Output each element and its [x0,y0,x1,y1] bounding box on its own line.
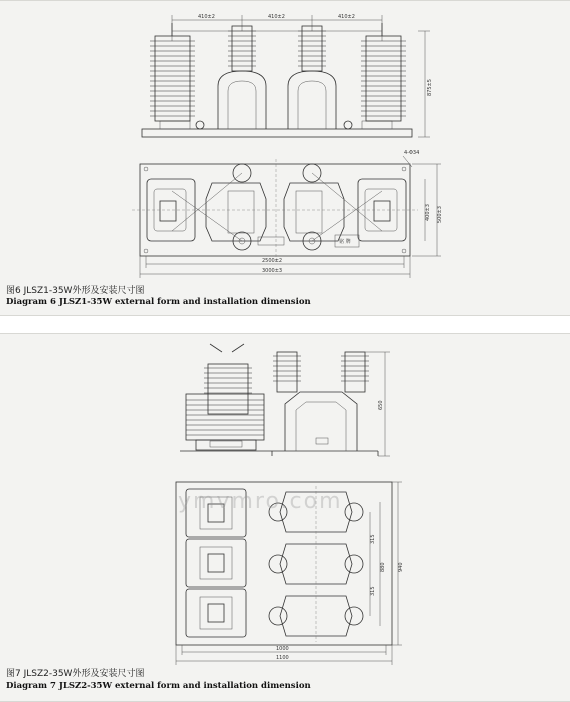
dim-height-2: 650 [378,400,384,410]
diagram-6-drawing [0,1,570,315]
base-plate [142,129,412,137]
dim-v-a: 315 [370,534,376,544]
dim-v-b: 315 [370,586,376,596]
right-insulator [361,23,406,121]
dim-top-c: 410±2 [338,14,355,20]
dim-w-b: 1100 [276,655,289,661]
dim-width-b: 500±3 [437,206,443,223]
dim-base-a: 2500±2 [262,258,283,264]
plan-view [132,159,418,263]
diagram-7-caption-cn: 图7 JLSZ2-35W外形及安装尺寸图 [6,669,145,679]
middle-insulator-left [218,26,266,129]
diagram-7-caption-en: Diagram 7 JLSZ2-35W external form and installation dimension [6,681,311,691]
dim-holes: 4-Φ34 [404,150,420,156]
dim-top-a: 410±2 [198,14,215,20]
dim-v-total: 880 [380,562,386,572]
dim-base-b: 3000±3 [262,268,283,274]
diagram-6-caption-cn: 图6 JLSZ1-35W外形及安装尺寸图 [6,286,145,296]
diagram-6-caption-en: Diagram 6 JLSZ1-35W external form and installation dimension [6,297,311,307]
diagram-7-drawing [0,334,570,701]
side-view-right [272,352,378,456]
dim-height: 875±5 [427,79,433,96]
middle-insulator-right [288,26,336,129]
nameplate-label: 铭 牌 [339,239,351,245]
dim-width-a: 400±3 [425,204,431,221]
dim-w-a: 1000 [276,646,289,652]
diagram-7-panel [0,333,570,702]
dim-top-b: 410±2 [268,14,285,20]
diagram-6-panel [0,0,570,316]
watermark: ymvmro.com [178,489,343,514]
left-insulator [150,23,195,121]
dim-v-outer: 940 [398,562,404,572]
side-view-left [180,344,272,451]
